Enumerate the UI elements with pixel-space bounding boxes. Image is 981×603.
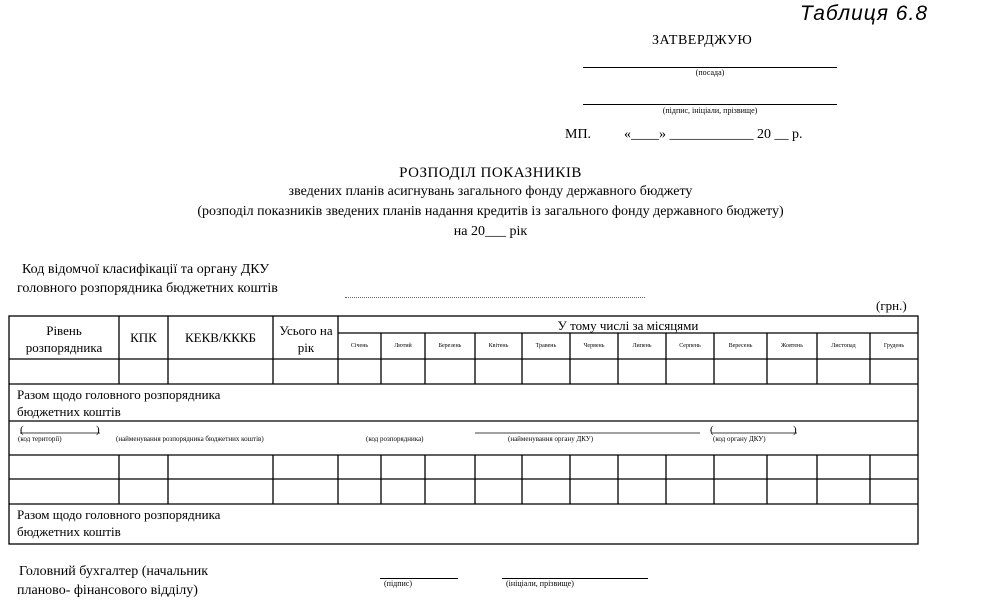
month-header: Листопад [831, 343, 856, 349]
paren-left: ( [20, 424, 24, 436]
code-label-line2: головного розпорядника бюджетних коштів [17, 281, 278, 296]
document-year: на 20___ рік [453, 224, 528, 239]
sub-caption: (код органу ДКУ) [713, 435, 766, 443]
code-label-line1: Код відомчої класифікації та органу ДКУ [22, 262, 270, 277]
month-header: Червень [583, 343, 605, 349]
month-header: Квітень [488, 343, 509, 349]
sub-caption: (найменування органу ДКУ) [508, 435, 594, 443]
month-header: Липень [632, 343, 652, 349]
sub-caption: (найменування розпорядника бюджетних коштів) [116, 435, 264, 443]
paren-right: ) [793, 424, 797, 436]
seal-label: МП. [565, 127, 592, 142]
col-level-header: Рівень розпорядника [25, 323, 103, 355]
paren-left: ( [710, 424, 714, 436]
document-title: РОЗПОДІЛ ПОКАЗНИКІВ [399, 165, 582, 181]
months-header: У тому числі за місяцями [557, 318, 699, 333]
paren-right: ) [96, 424, 100, 436]
footer-signer-line2: планово- фінансового відділу) [17, 583, 198, 598]
month-header: Травень [535, 343, 557, 349]
col-kekv-header: КЕКВ/КККБ [184, 330, 257, 345]
document-subtitle-note: (розподіл показників зведених планів надання кредитів із загального фонду державного бюджету) [197, 204, 784, 219]
document-subtitle: зведених планів асигнувань загального фонду державного бюджету [288, 184, 693, 199]
sum-row-label: Разом щодо головного розпорядника бюджетних коштів [17, 507, 221, 539]
approve-title: ЗАТВЕРДЖУЮ [652, 33, 753, 48]
month-header: Грудень [883, 343, 905, 349]
month-header: Березень [438, 343, 462, 349]
signature-caption: (підпис, ініціали, прізвище) [662, 106, 758, 115]
month-header: Лютий [394, 343, 412, 349]
unit-label: (грн.) [876, 298, 907, 313]
date-line: «____» ____________ 20 __ р. [624, 127, 803, 142]
position-caption: (посада) [695, 68, 725, 77]
month-header: Жовтень [781, 343, 803, 349]
sum-row-label: Разом щодо головного розпорядника бюджетних коштів [17, 387, 221, 419]
sub-caption: (код території) [18, 435, 62, 443]
footer-signature-caption: (підпис) [384, 579, 413, 588]
month-header: Вересень [728, 343, 753, 349]
table-number: Таблиця 6.8 [799, 2, 928, 25]
col-kpk-header: КПК [130, 330, 157, 345]
month-header: Серпень [679, 343, 701, 349]
sub-caption: (код розпорядника) [366, 435, 424, 443]
footer-name-caption: (ініціали, прізвище) [506, 579, 574, 588]
month-header: Січень [350, 343, 369, 349]
footer-signer-line1: Головний бухгалтер (начальник [19, 564, 209, 579]
col-total-header: Усього на рік [279, 323, 333, 355]
